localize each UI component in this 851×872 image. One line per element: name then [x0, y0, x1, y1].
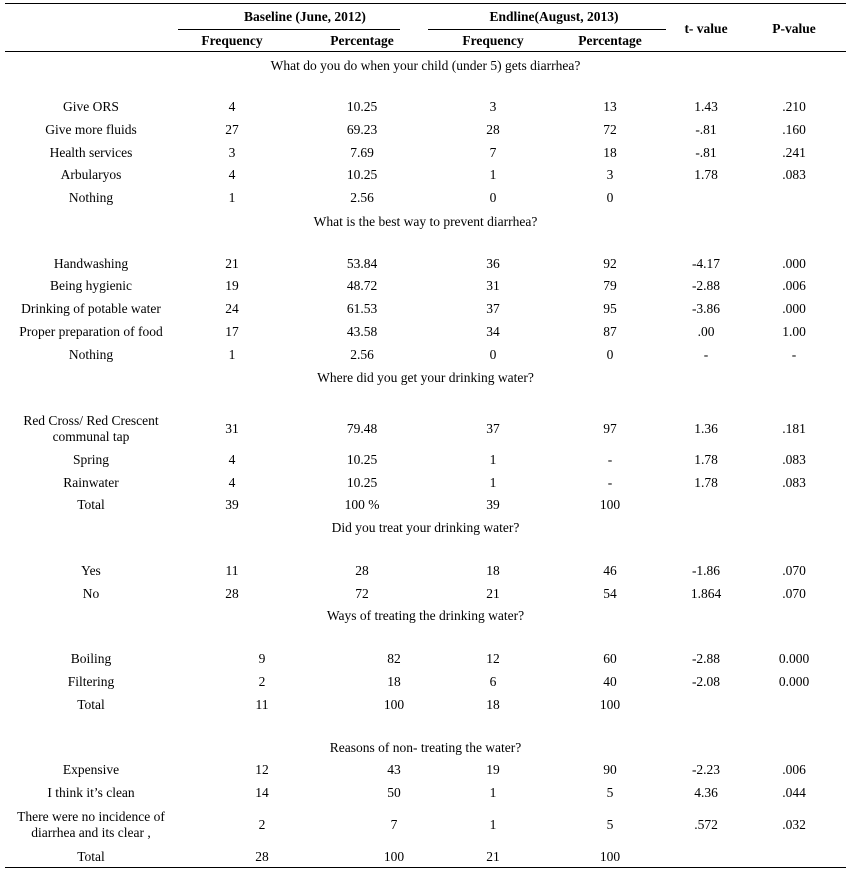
table-cell: 97 [603, 421, 617, 436]
table-cell: 69.23 [346, 122, 378, 137]
table-cell: 54 [603, 586, 617, 601]
table-cell: 1 [489, 452, 497, 467]
baseline-underline [178, 29, 400, 30]
table-cell: 2.56 [350, 347, 374, 362]
table-cell: 27 [225, 122, 239, 137]
table-cell: 1.864 [690, 586, 722, 601]
endline-percentage-header: Percentage [578, 33, 642, 48]
table-cell: 11 [225, 563, 239, 578]
table-cell: -3.86 [691, 301, 721, 316]
table-cell: .083 [782, 167, 806, 182]
table-cell: 17 [225, 324, 239, 339]
table-cell: 100 [383, 849, 405, 864]
table-cell: 1.36 [694, 421, 718, 436]
row-label: Nothing [68, 347, 114, 362]
table-cell: .006 [782, 762, 806, 777]
row-label: Being hygienic [49, 278, 133, 293]
table-cell: 61.53 [346, 301, 378, 316]
table-cell: 28 [355, 563, 369, 578]
table-cell: 14 [255, 785, 269, 800]
table-cell: 18 [486, 563, 500, 578]
row-label: Handwashing [53, 256, 129, 271]
table-cell: 2.56 [350, 190, 374, 205]
table-cell: 24 [225, 301, 239, 316]
table-cell: - [607, 475, 613, 490]
table-cell: 3 [228, 145, 236, 160]
endline-header: Endline(August, 2013) [489, 9, 619, 24]
table-cell: 79.48 [346, 421, 378, 436]
row-label: No [82, 586, 100, 601]
table-cell: 39 [486, 497, 500, 512]
baseline-header: Baseline (June, 2012) [244, 9, 366, 24]
table-cell: 34 [486, 324, 500, 339]
row-label: Proper preparation of food [19, 324, 163, 339]
table-cell: 4 [228, 99, 236, 114]
table-cell: 95 [603, 301, 617, 316]
table-cell: 37 [486, 421, 500, 436]
table-cell: 87 [603, 324, 617, 339]
table-cell: 10.25 [346, 475, 378, 490]
table-cell: 48.72 [346, 278, 378, 293]
table-cell: -4.17 [691, 256, 721, 271]
table-cell: 1 [489, 167, 497, 182]
table-cell: .006 [782, 278, 806, 293]
row-label: Total [77, 497, 105, 512]
baseline-percentage-header: Percentage [330, 33, 394, 48]
table-cell: 7 [489, 145, 497, 160]
table-cell: 79 [603, 278, 617, 293]
table-cell: 2 [258, 817, 266, 832]
table-cell: -2.88 [691, 278, 721, 293]
row-label: Rainwater [63, 475, 119, 490]
table-cell: -2.23 [691, 762, 721, 777]
table-cell: 1.00 [782, 324, 806, 339]
table-cell: 100 [599, 697, 621, 712]
row-label: Arbularyos [60, 167, 122, 182]
table-cell: 0 [606, 347, 614, 362]
table-cell: 5 [606, 785, 614, 800]
table-cell: 28 [255, 849, 269, 864]
table-cell: 82 [387, 651, 401, 666]
section-question: What do you do when your child (under 5) gets diarrhea? [270, 58, 581, 73]
table-cell: 21 [486, 849, 500, 864]
table-cell: 3 [489, 99, 497, 114]
table-cell: 72 [355, 586, 369, 601]
table-cell: 10.25 [346, 452, 378, 467]
row-label: Health services [49, 145, 133, 160]
table-cell: -2.08 [691, 674, 721, 689]
table-cell: 0 [489, 347, 497, 362]
table-cell: 2 [258, 674, 266, 689]
section-question: Reasons of non- treating the water? [329, 740, 522, 755]
table-cell: .000 [782, 301, 806, 316]
table-cell: 100 [383, 697, 405, 712]
table-cell: 1.78 [694, 167, 718, 182]
row-label: I think it’s clean [47, 785, 135, 800]
table-cell: 5 [606, 817, 614, 832]
row-label: Give ORS [63, 99, 119, 114]
table-cell: .044 [782, 785, 806, 800]
table-cell: 0.000 [778, 674, 810, 689]
row-label: Total [77, 849, 105, 864]
table-cell: 92 [603, 256, 617, 271]
table-cell: 1.78 [694, 475, 718, 490]
header-rule [5, 51, 846, 52]
baseline-frequency-header: Frequency [201, 33, 263, 48]
table-cell: 6 [489, 674, 497, 689]
table-cell: 31 [225, 421, 239, 436]
table-cell: 10.25 [346, 167, 378, 182]
table-cell: 21 [225, 256, 239, 271]
p-value-header: P-value [772, 21, 816, 36]
table-cell: 13 [603, 99, 617, 114]
row-label: There were no incidence of diarrhea and its clear , [17, 809, 165, 840]
table-cell: 3 [606, 167, 614, 182]
table-cell: 43.58 [346, 324, 378, 339]
table-cell: .160 [782, 122, 806, 137]
table-cell: 0.000 [778, 651, 810, 666]
table-cell: .210 [782, 99, 806, 114]
table-cell: 12 [255, 762, 269, 777]
row-label: Red Cross/ Red Crescent communal tap [23, 413, 159, 444]
table-cell: 18 [387, 674, 401, 689]
row-label: Filtering [67, 674, 115, 689]
table-cell: 1 [489, 817, 497, 832]
table-cell: .070 [782, 563, 806, 578]
table-cell: .083 [782, 452, 806, 467]
table-cell: 100 [599, 849, 621, 864]
row-label: Nothing [68, 190, 114, 205]
section-question: Where did you get your drinking water? [317, 370, 534, 385]
table-cell: 4 [228, 167, 236, 182]
table-cell: 19 [486, 762, 500, 777]
table-cell: 100 [599, 497, 621, 512]
table-cell: 100 % [344, 497, 380, 512]
table-cell: 1.78 [694, 452, 718, 467]
table-cell: 37 [486, 301, 500, 316]
top-rule [5, 3, 846, 4]
table-cell: - [703, 347, 709, 362]
table-cell: 60 [603, 651, 617, 666]
section-question: What is the best way to prevent diarrhea? [313, 214, 538, 229]
table-cell: 11 [255, 697, 269, 712]
table-cell: 53.84 [346, 256, 378, 271]
table-cell: 7 [390, 817, 398, 832]
row-label: Give more fluids [45, 122, 137, 137]
table-cell: .00 [697, 324, 715, 339]
table-cell: 1.43 [694, 99, 718, 114]
table-cell: 28 [486, 122, 500, 137]
table-cell: 21 [486, 586, 500, 601]
row-label: Total [77, 697, 105, 712]
bottom-rule [5, 867, 846, 868]
table-cell: 90 [603, 762, 617, 777]
table-cell: 12 [486, 651, 500, 666]
table-cell: 18 [486, 697, 500, 712]
row-label: Yes [81, 563, 101, 578]
table-cell: 0 [606, 190, 614, 205]
table-cell: 36 [486, 256, 500, 271]
table-cell: 4 [228, 475, 236, 490]
table-cell: .241 [782, 145, 806, 160]
table-cell: 43 [387, 762, 401, 777]
table-cell: 1 [228, 190, 236, 205]
table-cell: -.81 [695, 122, 717, 137]
table-cell: 9 [258, 651, 266, 666]
section-question: Did you treat your drinking water? [331, 520, 520, 535]
table-cell: 1 [489, 785, 497, 800]
endline-frequency-header: Frequency [462, 33, 524, 48]
table-cell: 19 [225, 278, 239, 293]
table-cell: 4 [228, 452, 236, 467]
table-cell: 31 [486, 278, 500, 293]
row-label: Expensive [62, 762, 120, 777]
table-cell: 39 [225, 497, 239, 512]
table-cell: 18 [603, 145, 617, 160]
row-label: Boiling [70, 651, 112, 666]
table-cell: .083 [782, 475, 806, 490]
table-cell: - [607, 452, 613, 467]
table-cell: 0 [489, 190, 497, 205]
table-cell: .070 [782, 586, 806, 601]
table-cell: 50 [387, 785, 401, 800]
table-cell: 28 [225, 586, 239, 601]
table-cell: .032 [782, 817, 806, 832]
table-cell: 1 [228, 347, 236, 362]
table-cell: -2.88 [691, 651, 721, 666]
table-cell: 40 [603, 674, 617, 689]
table-cell: 7.69 [350, 145, 374, 160]
table-cell: -.81 [695, 145, 717, 160]
table-cell: .000 [782, 256, 806, 271]
table-cell: 4.36 [694, 785, 718, 800]
table-cell: - [791, 347, 797, 362]
section-question: Ways of treating the drinking water? [326, 608, 525, 623]
table-cell: 1 [489, 475, 497, 490]
t-value-header: t- value [684, 21, 728, 36]
table-cell: 10.25 [346, 99, 378, 114]
table-cell: .572 [694, 817, 718, 832]
table-cell: 72 [603, 122, 617, 137]
row-label: Spring [72, 452, 110, 467]
endline-underline [428, 29, 666, 30]
table-cell: .181 [782, 421, 806, 436]
table-cell: -1.86 [691, 563, 721, 578]
table-cell: 46 [603, 563, 617, 578]
row-label: Drinking of potable water [21, 301, 161, 316]
